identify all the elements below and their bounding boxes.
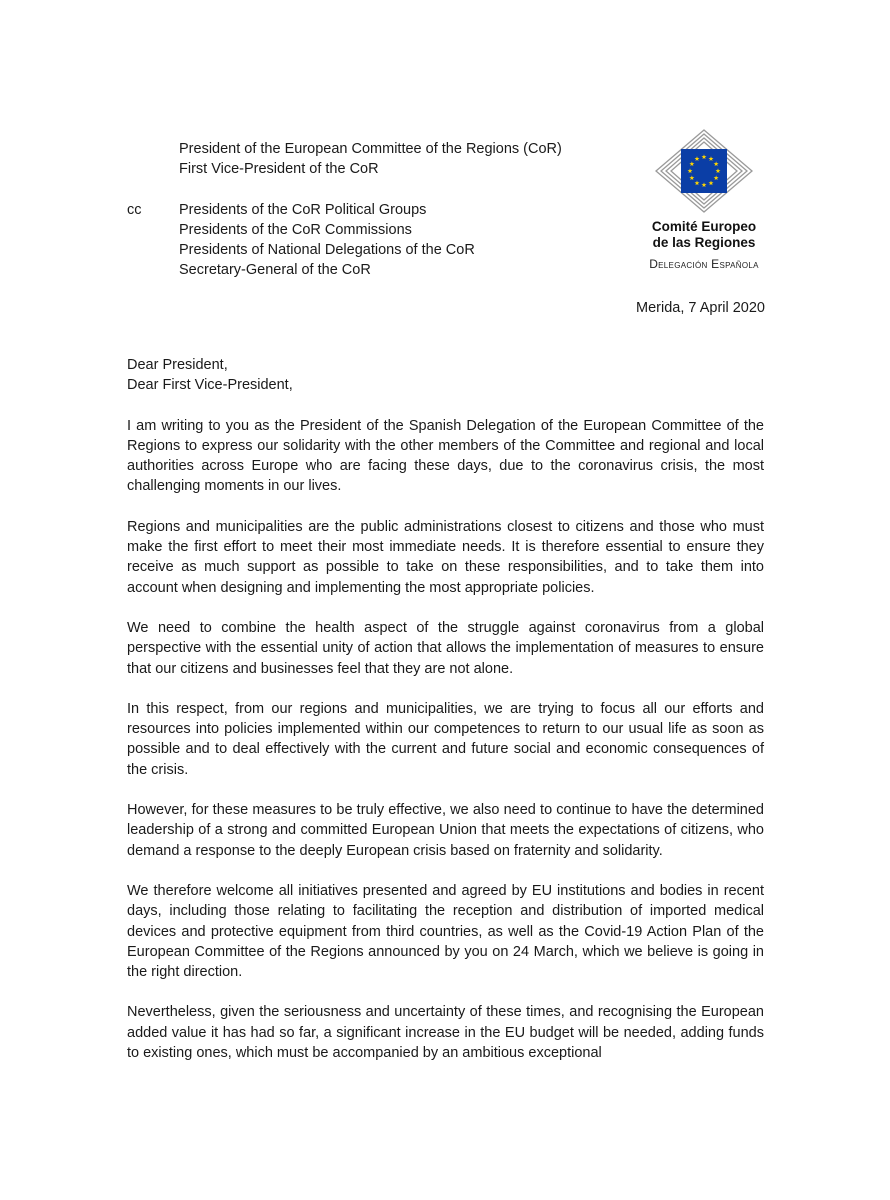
recipient-line: President of the European Committee of the Regions (CoR) [179, 141, 562, 157]
paragraph: In this respect, from our regions and municipalities, we are trying to focus all our efforts and resources into policies implemented within our competences to return to our usual life as soon as possible and to deal effectively with the current and future social and economic consequences of the crisis. [127, 700, 764, 778]
logo-subtitle: Delegación Española [649, 257, 759, 271]
cc-recipients [127, 200, 562, 280]
paragraph: I am writing to you as the President of the Spanish Delegation of the European Committee of the Regions to express our solidarity with the other members of the Committee and regional and local authorities across Europe who are facing these days, due to the coronavirus crisis, the most challenging moments in our lives. [127, 417, 764, 495]
recipient-line: First Vice-President of the CoR [179, 161, 379, 177]
cc-label: cc [127, 202, 142, 218]
cc-line: Secretary-General of the CoR [179, 262, 371, 278]
logo-name: Comité Europeo de las Regiones [651, 219, 757, 250]
paragraph: Regions and municipalities are the public administrations closest to citizens and those who must make the first effort to meet their most immediate needs. It is therefore essential to ensure they receive as much support as possible to take on these responsibilities, and to take them into account when designing and implementing the most appropriate policies. [127, 518, 764, 596]
salutation: Dear President, Dear First Vice-President, [127, 357, 293, 394]
paragraph: However, for these measures to be truly effective, we also need to continue to have the determined leadership of a strong and committed European Union that meets the expectations of citizens, who demand a response to the deeply European crisis based on fraternity and solidarity. [127, 802, 764, 859]
paragraph: We need to combine the health aspect of the struggle against coronavirus from a global perspective with the essential unity of action that allows the implementation of measures to ensure that our citizens and businesses feel that they are not alone. [127, 619, 764, 677]
letter-date: Merida, 7 April 2020 [636, 300, 765, 316]
cc-line: Presidents of the CoR Commissions [179, 222, 412, 238]
paragraph: Nevertheless, given the seriousness and uncertainty of these times, and recognising the European added value it has had so far, a significant increase in the EU budget will be needed, adding funds to existing ones, which must be accompanied by an ambitious exceptional [127, 1004, 764, 1062]
to-recipients [127, 139, 562, 179]
letter-body [127, 355, 764, 1078]
committee-logo [638, 128, 770, 271]
eu-flag-emblem-icon [652, 128, 756, 214]
cc-line: Presidents of the CoR Political Groups [179, 202, 427, 218]
paragraph: We therefore welcome all initiatives presented and agreed by EU institutions and bodies in recent days, including those relating to facilitating the reception and distribution of imported medical devices and protective equipment from third countries, as well as the Covid-19 Action Plan of the European Committee of the Regions announced by you on 24 March, which we believe is going in the right direction. [127, 882, 764, 981]
recipients-block [127, 139, 562, 280]
cc-line: Presidents of National Delegations of the CoR [179, 242, 475, 258]
